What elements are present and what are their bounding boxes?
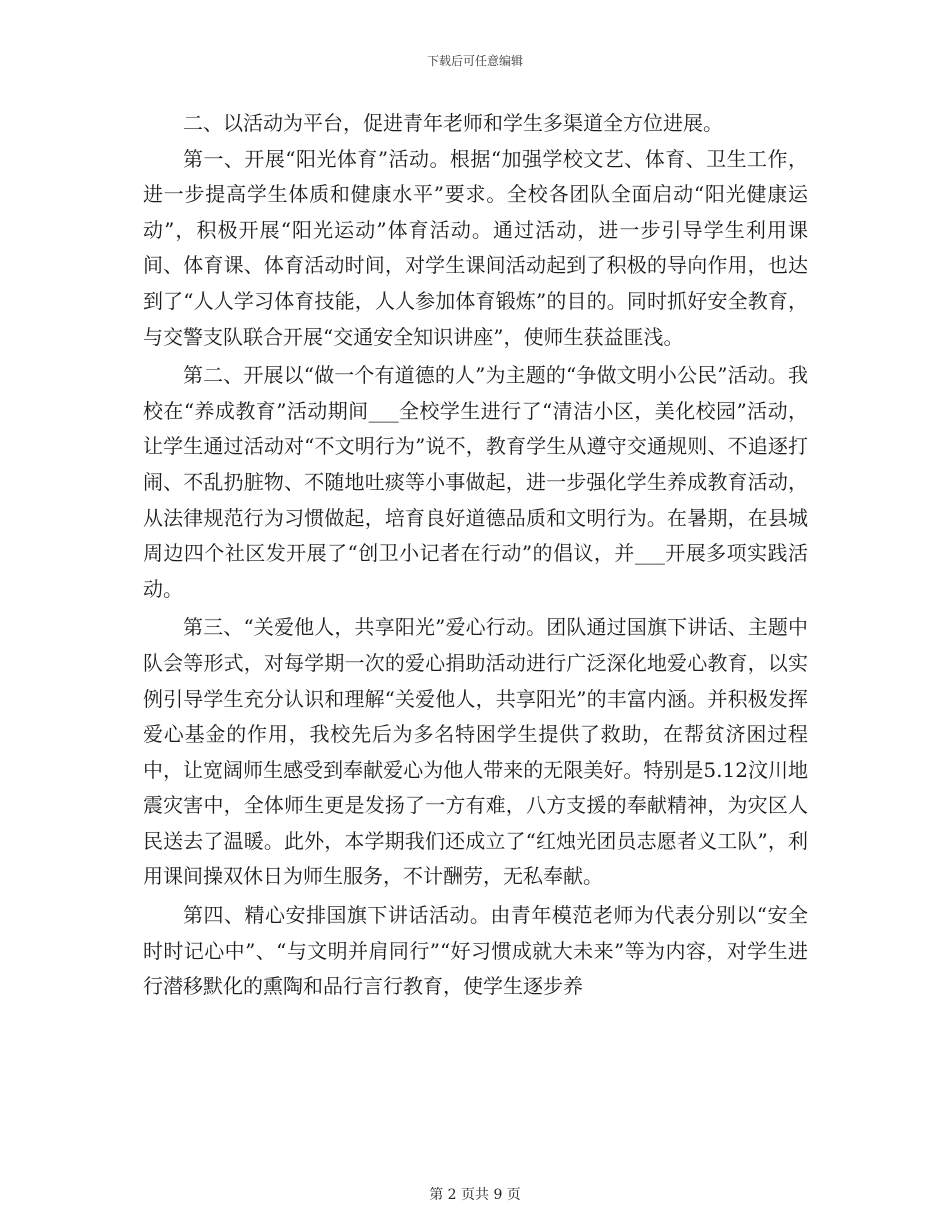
document-body bbox=[143, 106, 808, 1005]
page-header: 下载后可任意编辑 bbox=[426, 54, 523, 68]
paragraph: 第一、开展“阳光体育”活动。根据“加强学校文艺、体育、卫生工作，进一步提高学生体质和健康水平”要求。全校各团队全面启动“阳光健康运动”，积极开展“阳光运动”体育活动。通过活动，进一步引导学生利用课间、体育课、体育活动时间，对学生课间活动起到了积极的导向作用，也达到了“人人学习体育技能，人人参加体育锻炼”的目的。同时抓好安全教育，与交警支队联合开展“交通安全知识讲座”，使师生获益匪浅。 bbox=[143, 146, 808, 349]
paragraph-heading: 二、以活动为平台，促进青年老师和学生多渠道全方位进展。 bbox=[183, 111, 723, 135]
paragraph: 第三、“关爱他人，共享阳光”爱心行动。团队通过国旗下讲话、主题中队会等形式，对每学期一次的爱心捐助活动进行广泛深化地爱心教育，以实例引导学生充分认识和理解“关爱他人，共享阳光”的丰富内涵。并积极发挥爱心基金的作用，我校先后为多名特困学生提供了救助，在帮贫济困过程中，让宽阔师生感受到奉献爱心为他人带来的无限美好。特别是5.12汶川地震灾害中，全体师生更是发扬了一方有难，八方支援的奉献精神，为灾区人民送去了温暖。此外，本学期我们还成立了“红烛光团员志愿者义工队”，利用课间操双休日为师生服务，不计酬劳，无私奉献。 bbox=[143, 615, 808, 889]
paragraph: 第二、开展以“做一个有道德的人”为主题的“争做文明小公民”活动。我校在“养成教育”活动期间___全校学生进行了“清洁小区，美化校园”活动，让学生通过活动对“不文明行为”说不，教育学生从遵守交通规则、不追逐打闹、不乱扔脏物、不随地吐痰等小事做起，进一步强化学生养成教育活动，从法律规范行为习惯做起，培育良好道德品质和文明行为。在暑期，在县城周边四个社区发开展了“创卫小记者在行动”的倡议，并___开展多项实践活动。 bbox=[143, 363, 808, 601]
paragraph: 第四、精心安排国旗下讲话活动。由青年模范老师为代表分别以“安全时时记心中”、“与文明并肩同行”“好习惯成就大未来”等为内容，对学生进行潜移默化的熏陶和品行言行教育，使学生逐步养 bbox=[143, 903, 808, 999]
page-footer: 第 2 页共 9 页 bbox=[429, 1187, 521, 1203]
